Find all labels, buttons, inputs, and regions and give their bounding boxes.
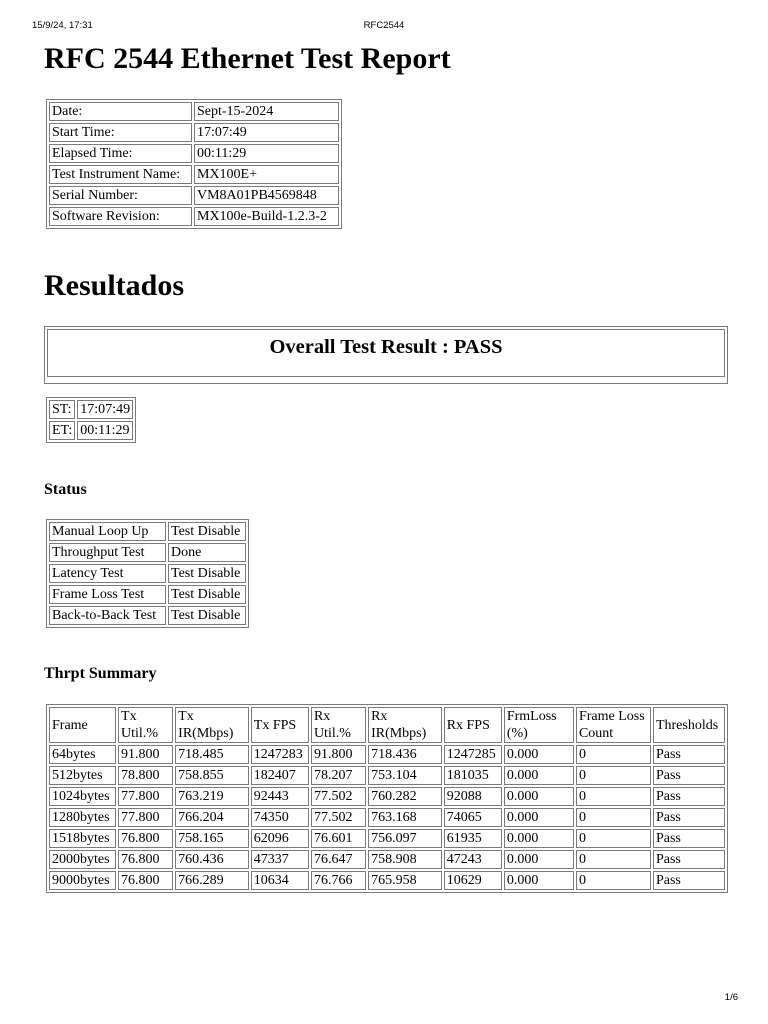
summary-cell: 765.958 (368, 871, 442, 890)
summary-cell: Pass (653, 787, 725, 806)
summary-cell: 1518bytes (49, 829, 116, 848)
summary-cell: 718.485 (175, 745, 249, 764)
status-table (46, 519, 249, 628)
summary-header-cell: Rx IR(Mbps) (368, 707, 442, 743)
summary-header-cell: Frame Loss Count (576, 707, 651, 743)
summary-cell: 78.800 (118, 766, 173, 785)
report-title: RFC 2544 Ethernet Test Report (44, 42, 451, 75)
summary-cell: 9000bytes (49, 871, 116, 890)
summary-cell: 0.000 (504, 829, 574, 848)
summary-cell: 76.800 (118, 871, 173, 890)
status-value: Test Disable (168, 522, 246, 541)
summary-cell: Pass (653, 871, 725, 890)
status-label: Manual Loop Up (49, 522, 166, 541)
summary-cell: 0 (576, 745, 651, 764)
summary-cell: 512bytes (49, 766, 116, 785)
status-value: Test Disable (168, 585, 246, 604)
summary-cell: Pass (653, 829, 725, 848)
summary-cell: 77.502 (311, 808, 366, 827)
status-label: Throughput Test (49, 543, 166, 562)
info-label: Serial Number: (49, 186, 192, 205)
print-document-title: RFC2544 (363, 20, 405, 31)
results-title: Resultados (44, 269, 185, 302)
summary-cell: 0.000 (504, 745, 574, 764)
summary-cell: 718.436 (368, 745, 442, 764)
time-value: 00:11:29 (77, 421, 133, 440)
summary-cell: 77.800 (118, 787, 173, 806)
info-row-serial-number (49, 186, 339, 205)
status-value: Done (168, 543, 246, 562)
summary-cell: 763.168 (368, 808, 442, 827)
summary-cell: 766.289 (175, 871, 249, 890)
summary-cell: Pass (653, 745, 725, 764)
summary-cell: Pass (653, 850, 725, 869)
summary-cell: 0 (576, 871, 651, 890)
summary-cell: 0.000 (504, 808, 574, 827)
summary-cell: 181035 (444, 766, 502, 785)
summary-cell: 76.800 (118, 829, 173, 848)
summary-cell: 76.647 (311, 850, 366, 869)
table-row (49, 787, 725, 806)
summary-cell: 62096 (251, 829, 309, 848)
report-info-table (46, 99, 342, 229)
time-table (46, 397, 136, 443)
table-row (49, 850, 725, 869)
status-row (49, 585, 246, 604)
summary-header-cell: FrmLoss (%) (504, 707, 574, 743)
summary-cell: 61935 (444, 829, 502, 848)
status-row (49, 522, 246, 541)
table-row (49, 808, 725, 827)
status-value: Test Disable (168, 606, 246, 625)
summary-header-cell: Rx Util.% (311, 707, 366, 743)
overall-result-text: Overall Test Result : PASS (47, 329, 725, 377)
summary-cell: 10634 (251, 871, 309, 890)
summary-cell: 0 (576, 808, 651, 827)
summary-cell: 47243 (444, 850, 502, 869)
info-row-start-time (49, 123, 339, 142)
summary-cell: 0.000 (504, 850, 574, 869)
time-row-elapsed (49, 421, 133, 440)
summary-cell: 756.097 (368, 829, 442, 848)
info-label: Date: (49, 102, 192, 121)
time-value: 17:07:49 (77, 400, 133, 419)
summary-cell: 182407 (251, 766, 309, 785)
summary-cell: 0.000 (504, 871, 574, 890)
summary-cell: 1247283 (251, 745, 309, 764)
page-number: 1/6 (724, 992, 738, 1003)
summary-cell: 758.165 (175, 829, 249, 848)
status-row (49, 606, 246, 625)
status-title: Status (44, 481, 87, 498)
status-row (49, 564, 246, 583)
summary-cell: 76.800 (118, 850, 173, 869)
summary-cell: 0 (576, 829, 651, 848)
summary-cell: 47337 (251, 850, 309, 869)
status-value: Test Disable (168, 564, 246, 583)
summary-cell: 91.800 (311, 745, 366, 764)
summary-cell: Pass (653, 766, 725, 785)
summary-title: Thrpt Summary (44, 665, 157, 682)
table-row (49, 745, 725, 764)
print-header (32, 20, 736, 34)
summary-cell: 77.800 (118, 808, 173, 827)
summary-cell: 758.855 (175, 766, 249, 785)
summary-cell: 0.000 (504, 787, 574, 806)
summary-cell: 766.204 (175, 808, 249, 827)
time-label: ST: (49, 400, 75, 419)
summary-header-cell: Tx FPS (251, 707, 309, 743)
summary-cell: 760.436 (175, 850, 249, 869)
table-row (49, 871, 725, 890)
summary-cell: 0.000 (504, 766, 574, 785)
info-label: Test Instrument Name: (49, 165, 192, 184)
summary-cell: 753.104 (368, 766, 442, 785)
summary-cell: 763.219 (175, 787, 249, 806)
info-value: MX100e-Build-1.2.3-2 (194, 207, 339, 226)
summary-header-cell: Tx IR(Mbps) (175, 707, 249, 743)
summary-cell: 760.282 (368, 787, 442, 806)
summary-cell: 92088 (444, 787, 502, 806)
info-value: Sept-15-2024 (194, 102, 339, 121)
summary-cell: 758.908 (368, 850, 442, 869)
print-date: 15/9/24, 17:31 (32, 20, 93, 31)
info-row-instrument-name (49, 165, 339, 184)
summary-cell: 91.800 (118, 745, 173, 764)
summary-cell: 1024bytes (49, 787, 116, 806)
info-value: 17:07:49 (194, 123, 339, 142)
summary-cell: 77.502 (311, 787, 366, 806)
summary-cell: 76.601 (311, 829, 366, 848)
summary-cell: 74065 (444, 808, 502, 827)
summary-header-cell: Tx Util.% (118, 707, 173, 743)
overall-result-box (44, 326, 728, 384)
info-label: Elapsed Time: (49, 144, 192, 163)
info-label: Software Revision: (49, 207, 192, 226)
info-value: 00:11:29 (194, 144, 339, 163)
status-label: Back-to-Back Test (49, 606, 166, 625)
summary-cell: 0 (576, 766, 651, 785)
info-value: MX100E+ (194, 165, 339, 184)
info-row-elapsed-time (49, 144, 339, 163)
info-value: VM8A01PB4569848 (194, 186, 339, 205)
summary-cell: 78.207 (311, 766, 366, 785)
time-label: ET: (49, 421, 75, 440)
info-row-software-revision (49, 207, 339, 226)
table-row (49, 766, 725, 785)
summary-cell: 74350 (251, 808, 309, 827)
status-row (49, 543, 246, 562)
summary-cell: 10629 (444, 871, 502, 890)
status-label: Frame Loss Test (49, 585, 166, 604)
info-label: Start Time: (49, 123, 192, 142)
summary-header-cell: Rx FPS (444, 707, 502, 743)
summary-cell: 2000bytes (49, 850, 116, 869)
status-label: Latency Test (49, 564, 166, 583)
summary-header-cell: Frame (49, 707, 116, 743)
summary-header-row (49, 707, 725, 743)
summary-cell: 0 (576, 787, 651, 806)
throughput-summary-table (46, 704, 728, 893)
summary-cell: 0 (576, 850, 651, 869)
summary-cell: 92443 (251, 787, 309, 806)
table-row (49, 829, 725, 848)
summary-cell: 1247285 (444, 745, 502, 764)
summary-cell: Pass (653, 808, 725, 827)
summary-cell: 1280bytes (49, 808, 116, 827)
summary-cell: 64bytes (49, 745, 116, 764)
time-row-start (49, 400, 133, 419)
summary-cell: 76.766 (311, 871, 366, 890)
summary-header-cell: Thresholds (653, 707, 725, 743)
info-row-date (49, 102, 339, 121)
